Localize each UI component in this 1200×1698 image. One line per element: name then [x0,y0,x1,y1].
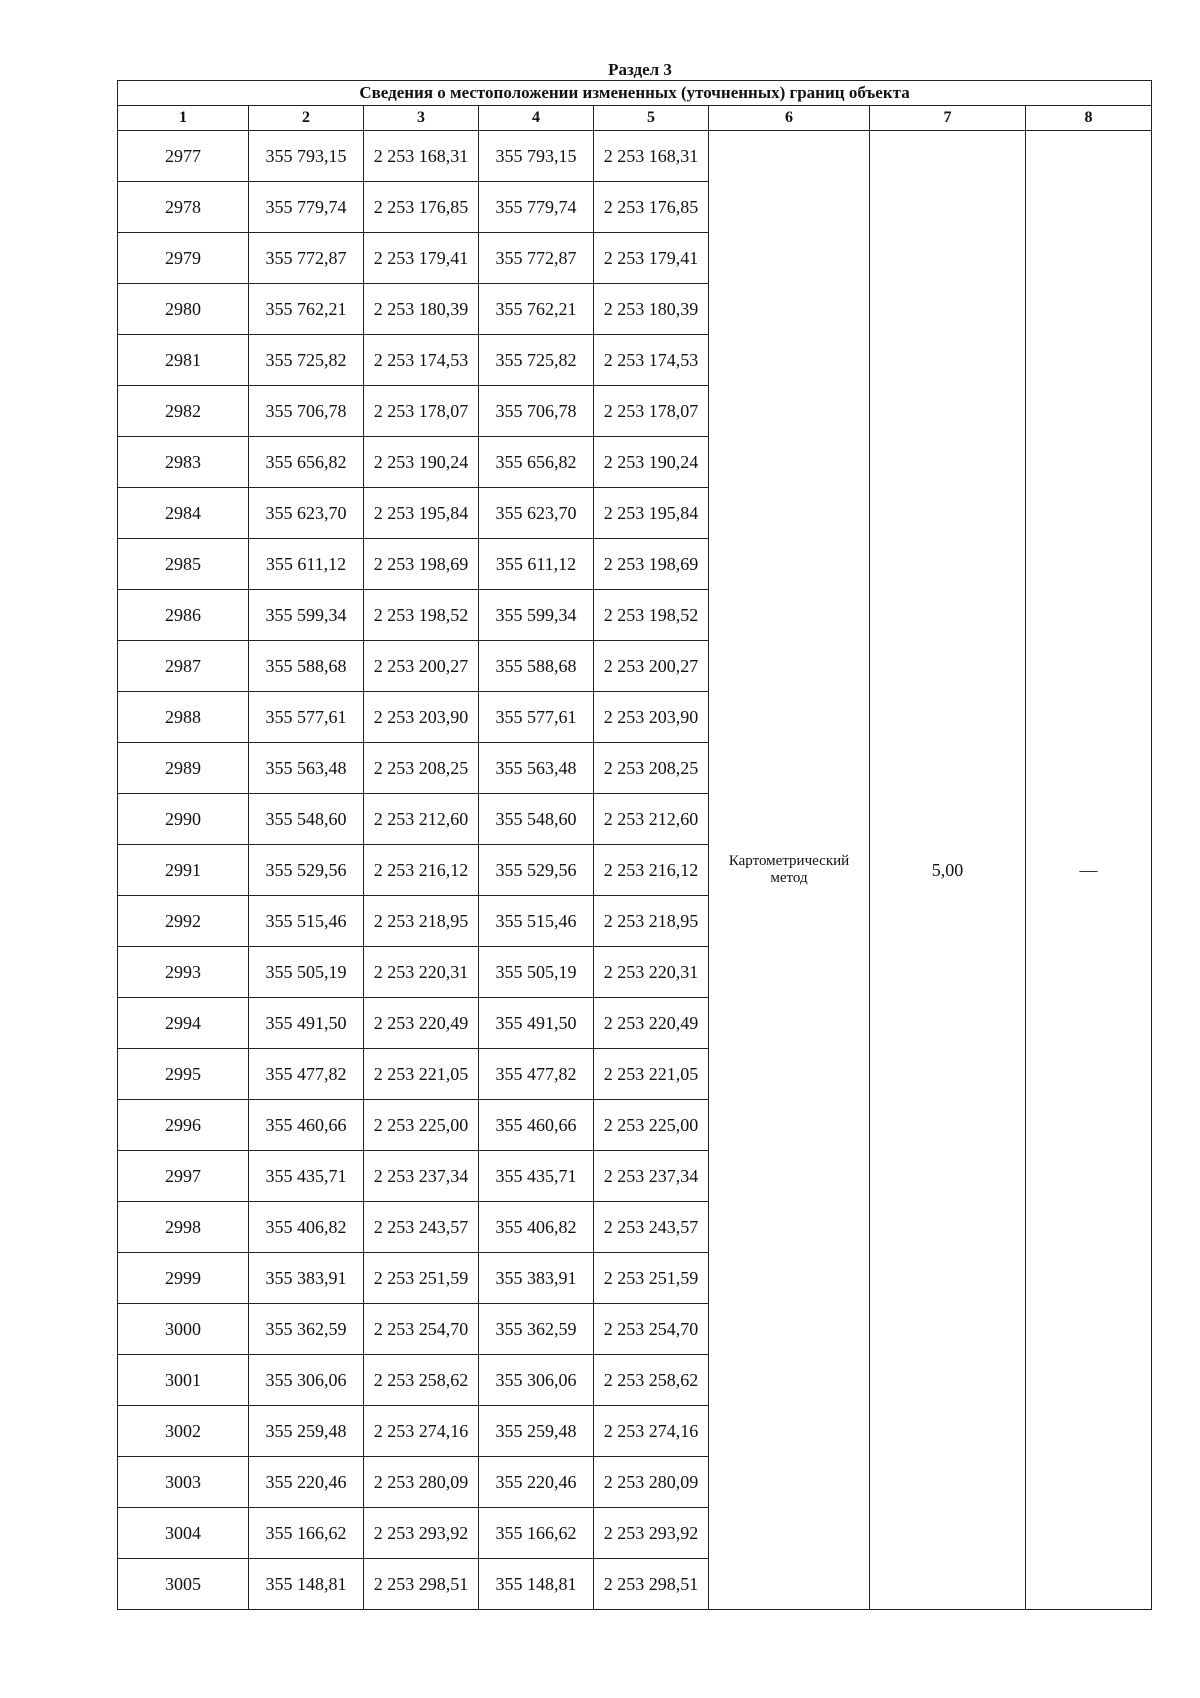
coordinate-cell: 355 725,82 [249,335,364,386]
coordinate-cell: 355 435,71 [249,1151,364,1202]
coordinate-cell: 355 623,70 [249,488,364,539]
coordinate-cell: 355 762,21 [249,284,364,335]
coordinate-cell: 2 253 225,00 [364,1100,479,1151]
coordinate-cell: 2 253 203,90 [364,692,479,743]
coordinate-cell: 355 611,12 [479,539,594,590]
coordinate-cell: 355 515,46 [249,896,364,947]
coordinate-cell: 2 253 216,12 [364,845,479,896]
coordinate-cell: 355 220,46 [249,1457,364,1508]
point-number-cell: 2980 [118,284,249,335]
point-number-cell: 3005 [118,1559,249,1610]
point-number-cell: 2995 [118,1049,249,1100]
coordinate-cell: 2 253 198,69 [364,539,479,590]
coordinate-cell: 355 460,66 [249,1100,364,1151]
coordinate-cell: 355 406,82 [479,1202,594,1253]
column-number: 4 [479,106,594,131]
coordinate-cell: 355 577,61 [479,692,594,743]
coordinate-cell: 355 505,19 [479,947,594,998]
coordinate-cell: 355 383,91 [479,1253,594,1304]
coordinate-cell: 2 253 168,31 [594,131,709,182]
point-number-cell: 2994 [118,998,249,1049]
coordinate-cell: 355 166,62 [249,1508,364,1559]
coordinate-cell: 2 253 251,59 [364,1253,479,1304]
section-title: Раздел 3 [608,60,672,79]
coordinate-cell: 355 772,87 [479,233,594,284]
point-number-cell: 2983 [118,437,249,488]
coordinate-cell: 2 253 212,60 [364,794,479,845]
coordinate-cell: 2 253 221,05 [594,1049,709,1100]
coordinate-cell: 2 253 243,57 [594,1202,709,1253]
point-number-cell: 2979 [118,233,249,284]
coordinate-cell: 2 253 176,85 [364,182,479,233]
coordinate-cell: 2 253 208,25 [594,743,709,794]
point-number-cell: 2985 [118,539,249,590]
coordinate-cell: 355 656,82 [249,437,364,488]
coordinate-cell: 355 779,74 [479,182,594,233]
coordinate-cell: 2 253 178,07 [364,386,479,437]
column-number: 1 [118,106,249,131]
coordinate-cell: 2 253 280,09 [594,1457,709,1508]
point-number-cell: 2989 [118,743,249,794]
coordinate-cell: 2 253 220,31 [594,947,709,998]
coordinate-cell: 355 259,48 [479,1406,594,1457]
coordinate-cell: 355 383,91 [249,1253,364,1304]
coordinate-cell: 355 529,56 [249,845,364,896]
coordinate-cell: 2 253 198,52 [364,590,479,641]
point-number-cell: 3002 [118,1406,249,1457]
coordinate-cell: 2 253 258,62 [594,1355,709,1406]
coordinate-cell: 355 762,21 [479,284,594,335]
coordinate-cell: 355 505,19 [249,947,364,998]
table-body [118,81,1152,1610]
coordinate-cell: 355 166,62 [479,1508,594,1559]
coordinate-cell: 355 611,12 [249,539,364,590]
note-cell: — [1026,131,1152,1610]
coordinates-table [117,80,1152,1610]
coordinate-cell: 355 220,46 [479,1457,594,1508]
coordinate-cell: 2 253 195,84 [364,488,479,539]
coordinate-cell: 2 253 254,70 [364,1304,479,1355]
coordinate-cell: 355 548,60 [249,794,364,845]
coordinate-cell: 355 491,50 [479,998,594,1049]
coordinate-cell: 2 253 293,92 [594,1508,709,1559]
point-number-cell: 2977 [118,131,249,182]
coordinate-cell: 2 253 251,59 [594,1253,709,1304]
coordinate-cell: 2 253 190,24 [594,437,709,488]
coordinate-cell: 355 148,81 [249,1559,364,1610]
coordinate-cell: 2 253 168,31 [364,131,479,182]
point-number-cell: 2984 [118,488,249,539]
coordinate-cell: 2 253 216,12 [594,845,709,896]
coordinate-cell: 2 253 298,51 [364,1559,479,1610]
coordinate-cell: 355 148,81 [479,1559,594,1610]
caption-row [118,81,1152,106]
coordinate-cell: 2 253 212,60 [594,794,709,845]
coordinate-cell: 355 477,82 [479,1049,594,1100]
point-number-cell: 2998 [118,1202,249,1253]
point-number-cell: 2991 [118,845,249,896]
point-number-cell: 2978 [118,182,249,233]
coordinate-cell: 355 515,46 [479,896,594,947]
coordinate-cell: 355 563,48 [479,743,594,794]
coordinate-cell: 2 253 218,95 [364,896,479,947]
coordinate-cell: 2 253 298,51 [594,1559,709,1610]
coordinate-cell: 2 253 180,39 [594,284,709,335]
coordinate-cell: 355 306,06 [249,1355,364,1406]
coordinate-cell: 2 253 174,53 [364,335,479,386]
coordinate-cell: 2 253 218,95 [594,896,709,947]
column-number: 8 [1026,106,1152,131]
coordinate-cell: 2 253 293,92 [364,1508,479,1559]
point-number-cell: 2986 [118,590,249,641]
coordinate-cell: 355 588,68 [249,641,364,692]
coordinate-cell: 355 793,15 [479,131,594,182]
coordinate-cell: 355 259,48 [249,1406,364,1457]
coordinate-cell: 355 725,82 [479,335,594,386]
coordinate-cell: 355 362,59 [249,1304,364,1355]
point-number-cell: 2982 [118,386,249,437]
coordinate-cell: 355 706,78 [479,386,594,437]
column-number: 6 [709,106,870,131]
coordinate-cell: 2 253 220,49 [594,998,709,1049]
coordinate-cell: 2 253 180,39 [364,284,479,335]
point-number-cell: 2990 [118,794,249,845]
coordinate-cell: 355 599,34 [479,590,594,641]
column-number: 3 [364,106,479,131]
coordinate-cell: 2 253 225,00 [594,1100,709,1151]
method-cell: Картометрический метод [709,131,870,1610]
table-row [118,131,1152,182]
coordinate-cell: 2 253 221,05 [364,1049,479,1100]
coordinate-cell: 355 656,82 [479,437,594,488]
coordinate-cell: 2 253 243,57 [364,1202,479,1253]
coordinate-cell: 355 306,06 [479,1355,594,1406]
coordinate-cell: 355 599,34 [249,590,364,641]
accuracy-cell: 5,00 [870,131,1026,1610]
coordinate-cell: 2 253 179,41 [594,233,709,284]
coordinate-cell: 2 253 208,25 [364,743,479,794]
coordinate-cell: 2 253 174,53 [594,335,709,386]
coordinate-cell: 2 253 198,69 [594,539,709,590]
point-number-cell: 3000 [118,1304,249,1355]
column-number: 5 [594,106,709,131]
column-number: 2 [249,106,364,131]
coordinate-cell: 355 588,68 [479,641,594,692]
coordinate-cell: 355 779,74 [249,182,364,233]
point-number-cell: 2981 [118,335,249,386]
coordinate-cell: 355 623,70 [479,488,594,539]
coordinate-cell: 355 406,82 [249,1202,364,1253]
coordinate-cell: 2 253 198,52 [594,590,709,641]
coordinate-cell: 355 548,60 [479,794,594,845]
point-number-cell: 3001 [118,1355,249,1406]
coordinate-cell: 355 529,56 [479,845,594,896]
coordinate-cell: 355 793,15 [249,131,364,182]
coordinate-cell: 2 253 258,62 [364,1355,479,1406]
coordinate-cell: 355 491,50 [249,998,364,1049]
coordinate-cell: 2 253 220,31 [364,947,479,998]
coordinate-cell: 355 477,82 [249,1049,364,1100]
coordinate-cell: 2 253 178,07 [594,386,709,437]
point-number-cell: 3004 [118,1508,249,1559]
point-number-cell: 2993 [118,947,249,998]
coordinate-cell: 355 706,78 [249,386,364,437]
coordinate-cell: 355 460,66 [479,1100,594,1151]
coordinate-cell: 2 253 200,27 [594,641,709,692]
coordinate-cell: 2 253 280,09 [364,1457,479,1508]
coordinate-cell: 2 253 203,90 [594,692,709,743]
coordinate-cell: 2 253 254,70 [594,1304,709,1355]
coordinate-cell: 2 253 274,16 [594,1406,709,1457]
point-number-cell: 2992 [118,896,249,947]
column-number-row [118,106,1152,131]
coordinate-cell: 2 253 190,24 [364,437,479,488]
coordinate-cell: 2 253 176,85 [594,182,709,233]
point-number-cell: 2996 [118,1100,249,1151]
point-number-cell: 2988 [118,692,249,743]
coordinate-cell: 2 253 195,84 [594,488,709,539]
point-number-cell: 2987 [118,641,249,692]
point-number-cell: 2997 [118,1151,249,1202]
coordinate-cell: 2 253 200,27 [364,641,479,692]
point-number-cell: 3003 [118,1457,249,1508]
point-number-cell: 2999 [118,1253,249,1304]
coordinate-cell: 2 253 274,16 [364,1406,479,1457]
coordinate-cell: 355 577,61 [249,692,364,743]
table-caption: Сведения о местоположении измененных (уточненных) границ объекта [118,81,1152,106]
coordinate-cell: 355 435,71 [479,1151,594,1202]
coordinate-cell: 2 253 237,34 [364,1151,479,1202]
coordinate-cell: 2 253 179,41 [364,233,479,284]
coordinate-cell: 355 772,87 [249,233,364,284]
column-number: 7 [870,106,1026,131]
coordinate-cell: 2 253 237,34 [594,1151,709,1202]
coordinate-cell: 355 563,48 [249,743,364,794]
coordinate-cell: 2 253 220,49 [364,998,479,1049]
coordinate-cell: 355 362,59 [479,1304,594,1355]
